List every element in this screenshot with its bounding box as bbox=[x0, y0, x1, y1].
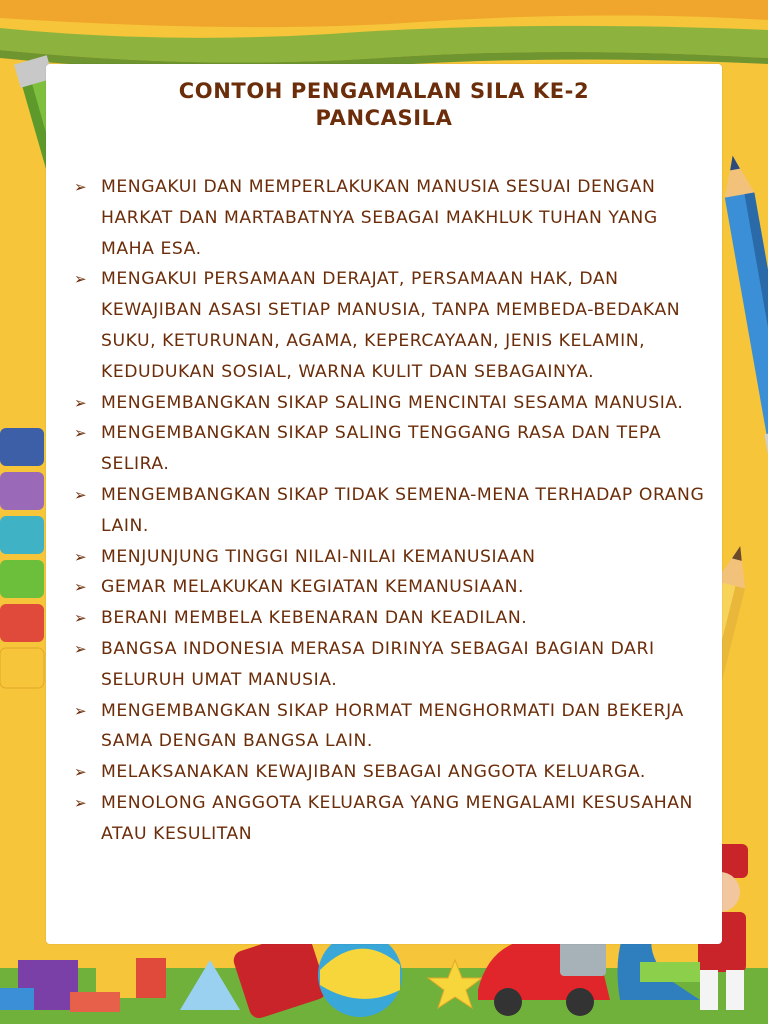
list-item bbox=[74, 388, 714, 419]
list-item bbox=[74, 757, 714, 788]
list-item bbox=[74, 172, 714, 264]
arrow-bullet-icon: ➢ bbox=[74, 178, 88, 196]
list-item-text: MENGEMBANGKAN SIKAP TIDAK SEMENA-MENA TERHADAP ORANG LAIN. bbox=[101, 484, 705, 536]
arrow-bullet-icon: ➢ bbox=[74, 609, 88, 628]
list-item bbox=[74, 264, 714, 387]
title-line-2: PANCASILA bbox=[315, 106, 453, 130]
arrow-bullet-icon: ➢ bbox=[74, 763, 88, 782]
list-item bbox=[74, 788, 714, 850]
page-title bbox=[46, 78, 722, 132]
list-item bbox=[74, 634, 714, 696]
arrow-bullet-icon: ➢ bbox=[74, 393, 88, 412]
arrow-bullet-icon: ➢ bbox=[74, 578, 88, 597]
list-item bbox=[74, 480, 714, 542]
arrow-bullet-icon: ➢ bbox=[74, 485, 88, 504]
list-item bbox=[74, 542, 714, 573]
list-item-text: MENGAKUI PERSAMAAN DERAJAT, PERSAMAAN HAK, DAN KEWAJIBAN ASASI SETIAP MANUSIA, TANPA MEMBEDA-BEDAKAN SUKU, KETURUNAN, AGAMA, KEPERCAYAAN, JENIS KELAMIN, KEDUDUKAN SOSIAL, WARNA KULIT DAN SEBAGAINYA. bbox=[101, 269, 681, 382]
arrow-bullet-icon: ➢ bbox=[74, 270, 88, 289]
list-item-text: MELAKSANAKAN KEWAJIBAN SEBAGAI ANGGOTA KELUARGA. bbox=[101, 762, 646, 783]
arrow-bullet-icon: ➢ bbox=[74, 424, 88, 443]
list-item-text: MENGAKUI DAN MEMPERLAKUKAN MANUSIA SESUAI DENGAN HARKAT DAN MARTABATNYA SEBAGAI MAKHLUK TUHAN YANG MAHA ESA. bbox=[101, 177, 658, 259]
practice-list bbox=[74, 172, 714, 850]
ball bbox=[318, 933, 402, 1017]
list-item-text: BERANI MEMBELA KEBENARAN DAN KEADILAN. bbox=[101, 608, 528, 629]
title-line-1: CONTOH PENGAMALAN SILA KE-2 bbox=[178, 79, 590, 103]
blue-pencil bbox=[716, 153, 768, 456]
list-item-text: GEMAR MELAKUKAN KEGIATAN KEMANUSIAAN. bbox=[101, 577, 525, 598]
list-item bbox=[74, 603, 714, 634]
list-item-text: MENGEMBANGKAN SIKAP SALING TENGGANG RASA DAN TEPA SELIRA. bbox=[101, 423, 662, 475]
arrow-bullet-icon: ➢ bbox=[74, 701, 88, 720]
arrow-bullet-icon: ➢ bbox=[74, 793, 88, 812]
toy-blocks bbox=[0, 958, 240, 1012]
list-item bbox=[74, 572, 714, 603]
top-band-orange bbox=[0, 0, 768, 27]
crayon-stack bbox=[0, 428, 44, 688]
list-item-text: MENGEMBANGKAN SIKAP HORMAT MENGHORMATI DAN BEKERJA SAMA DENGAN BANGSA LAIN. bbox=[101, 700, 684, 752]
list-item bbox=[74, 418, 714, 480]
arrow-bullet-icon: ➢ bbox=[74, 547, 88, 566]
list-item-text: MENGEMBANGKAN SIKAP SALING MENCINTAI SESAMA MANUSIA. bbox=[101, 392, 684, 413]
arrow-bullet-icon: ➢ bbox=[74, 639, 88, 658]
list-item-text: MENJUNJUNG TINGGI NILAI-NILAI KEMANUSIAAN bbox=[101, 546, 536, 567]
list-item bbox=[74, 696, 714, 758]
list-item-text: MENOLONG ANGGOTA KELUARGA YANG MENGALAMI KESUSAHAN ATAU KESULITAN bbox=[101, 792, 693, 844]
list-item-text: BANGSA INDONESIA MERASA DIRINYA SEBAGAI BAGIAN DARI SELURUH UMAT MANUSIA. bbox=[101, 638, 655, 690]
